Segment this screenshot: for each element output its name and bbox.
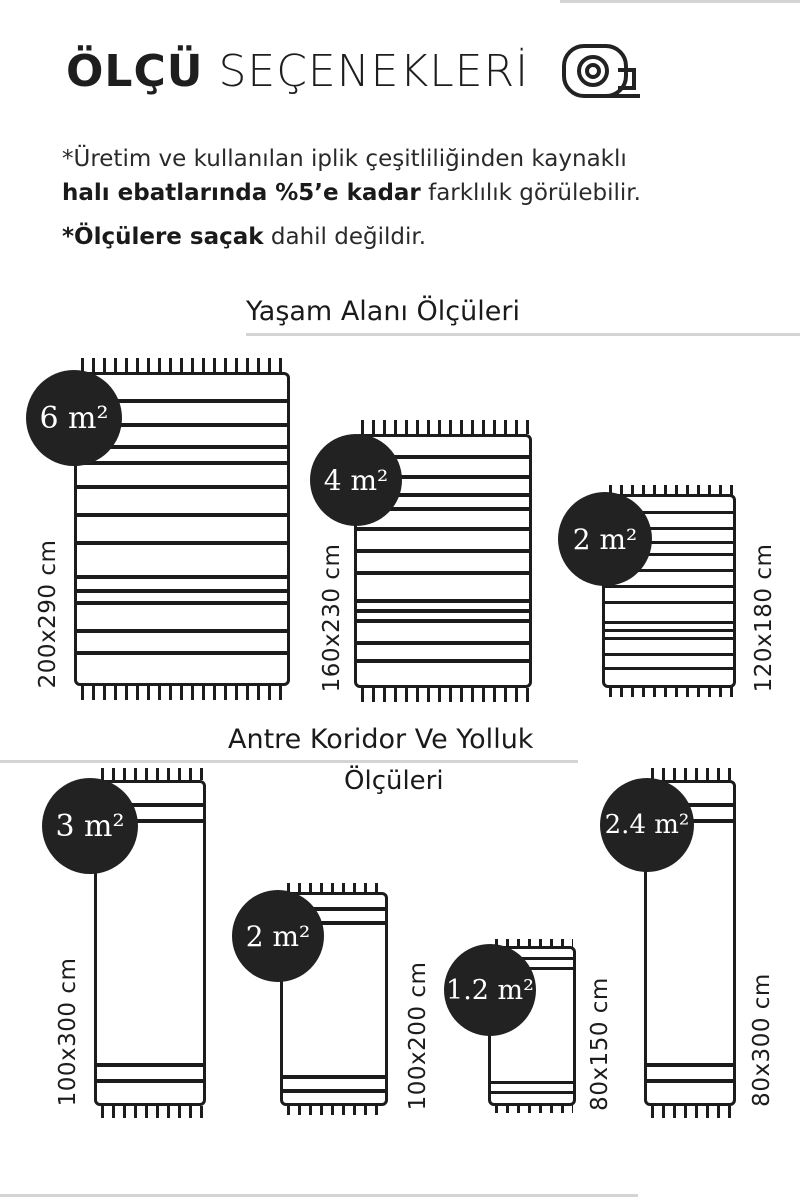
- top-divider: [560, 0, 800, 3]
- rug-stripe: [357, 599, 529, 603]
- fringe-bottom: [647, 1106, 733, 1118]
- area-badge: 2 m²: [558, 492, 652, 586]
- rug-stripe: [357, 609, 529, 613]
- rug-stripe: [605, 601, 733, 604]
- size-label: 80x150 cm: [587, 977, 613, 1111]
- rug-stripe: [647, 1079, 733, 1083]
- size-label: 200x290 cm: [35, 539, 61, 689]
- runner-section-subtitle: Ölçüleri: [344, 766, 444, 796]
- living-section-divider: [246, 333, 800, 336]
- fringe-bottom: [77, 686, 287, 700]
- rug-stripe: [97, 1063, 203, 1067]
- rug-stripe: [357, 549, 529, 553]
- fringe-bottom: [605, 687, 733, 697]
- runner-section-divider: [0, 760, 578, 763]
- size-label: 100x200 cm: [405, 961, 431, 1111]
- rug-stripe: [77, 601, 287, 605]
- rug-stripe: [357, 571, 529, 575]
- rug-stripe: [605, 637, 733, 640]
- rug-stripe: [491, 1081, 573, 1084]
- rug-stripe: [77, 651, 287, 655]
- rug-stripe: [605, 629, 733, 632]
- rug-stripe: [77, 589, 287, 593]
- size-label: 160x230 cm: [319, 543, 345, 693]
- fringe-top: [97, 768, 203, 780]
- rug-stripe: [283, 1089, 385, 1093]
- area-badge: 1.2 m²: [444, 944, 536, 1036]
- fringe-top: [77, 358, 287, 372]
- rug-stripe: [357, 659, 529, 663]
- note-line-1: *Üretim ve kullanılan iplik çeşitliliğinden kaynaklı: [62, 146, 627, 172]
- note-line-2: halı ebatlarında %5’e kadar farklılık görülebilir.: [62, 180, 641, 206]
- rug-stripe: [491, 1091, 573, 1094]
- measuring-tape-icon: [560, 40, 644, 104]
- fringe-top: [647, 768, 733, 780]
- fringe-bottom: [357, 688, 529, 702]
- runner-section-title: Antre Koridor Ve Yolluk: [228, 724, 534, 755]
- area-badge: 4 m²: [310, 434, 402, 526]
- page-title: ÖLÇÜ SEÇENEKLERİ: [66, 46, 530, 97]
- note-line-3: *Ölçülere saçak dahil değildir.: [62, 224, 427, 250]
- size-label: 80x300 cm: [749, 973, 775, 1107]
- rug-stripe: [605, 667, 733, 670]
- fringe-bottom: [283, 1105, 385, 1115]
- rug-stripe: [77, 629, 287, 633]
- rug-stripe: [97, 1079, 203, 1083]
- rug-stripe: [647, 1063, 733, 1067]
- rug-stripe: [77, 575, 287, 579]
- fringe-top: [283, 883, 385, 893]
- rug-stripe: [605, 585, 733, 588]
- area-badge: 2.4 m²: [600, 778, 694, 872]
- fringe-bottom: [491, 1105, 573, 1113]
- rug-stripe: [77, 513, 287, 517]
- fringe-top: [357, 420, 529, 434]
- living-section-title: Yaşam Alanı Ölçüleri: [246, 296, 520, 327]
- rug-stripe: [77, 541, 287, 545]
- rug-stripe: [77, 461, 287, 465]
- fringe-top: [605, 485, 733, 495]
- area-badge: 2 m²: [232, 890, 324, 982]
- bottom-divider: [0, 1194, 638, 1197]
- rug-stripe: [357, 527, 529, 531]
- size-label: 120x180 cm: [751, 543, 777, 693]
- area-badge: 3 m²: [42, 778, 138, 874]
- rug-stripe: [605, 653, 733, 656]
- rug-stripe: [357, 641, 529, 645]
- size-label: 100x300 cm: [55, 957, 81, 1107]
- area-badge: 6 m²: [26, 370, 122, 466]
- rug-stripe: [283, 1075, 385, 1079]
- rug-stripe: [77, 485, 287, 489]
- fringe-bottom: [97, 1106, 203, 1118]
- rug-stripe: [605, 621, 733, 624]
- rug-stripe: [357, 619, 529, 623]
